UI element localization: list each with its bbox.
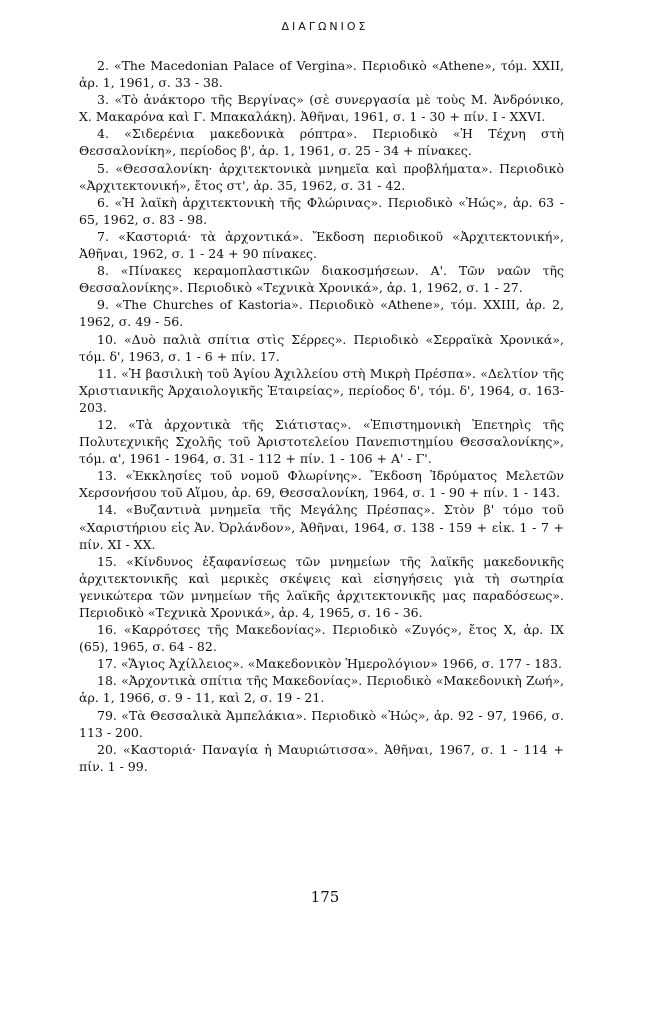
bibliography-entry: 17. «Ἅγιος Ἀχίλλειος». «Μακεδονικὸν Ἡμερολόγιον» 1966, σ. 177 - 183. (97, 656, 562, 672)
bibliography-entry: 14. «Βυζαντινὰ μνημεῖα τῆς Μεγάλης Πρέσπας». Στὸν β' τόμο τοῦ «Χαριστήριου εἰς Ἀν. Ὀρλάνδον», Ἀθῆναι, 1964, σ. 138 - 159 + εἰκ. 1 - 7 + πίν. XI - XX. (79, 502, 564, 552)
bibliography-entry: 16. «Καρρότσες τῆς Μακεδονίας». Περιοδικὸ «Ζυγός», ἔτος Χ, ἀρ. IX (65), 1965, σ. 64 - 82. (79, 622, 564, 655)
bibliography-entry: 20. «Καστοριά· Παναγία ἡ Μαυριώτισσα». Ἀθῆναι, 1967, σ. 1 - 114 + πίν. 1 - 99. (79, 741, 564, 774)
bibliography-entry: 11. «Ἡ βασιλικὴ τοῦ Ἁγίου Ἀχιλλείου στὴ Μικρὴ Πρέσπα». «Δελτίον τῆς Χριστιανικῆς Ἀρχαιολογικῆς Ἑταιρείας», περίοδος δ', τόμ. δ', 1964, σ. 163-203. (79, 365, 564, 415)
bibliography-entry: 10. «Δυὸ παλιὰ σπίτια στὶς Σέρρες». Περιοδικὸ «Σερραϊκὰ Χρονικά», τόμ. δ', 1963, σ. 1 - 6 + πίν. 17. (79, 331, 564, 364)
bibliography-entry: 2. «The Macedonian Palace of Vergina». Περιοδικὸ «Athene», τόμ. XXII, ἀρ. 1, 1961, σ. 33 - 38. (79, 58, 564, 91)
bibliography-entry: 12. «Τὰ ἀρχοντικὰ τῆς Σιάτιστας». «Ἐπιστημονικὴ Ἐπετηρὶς τῆς Πολυτεχνικῆς Σχολῆς τοῦ Ἀριστοτελείου Πανεπιστημίου Θεσσαλονίκης», τόμ. α', 1961 - 1964, σ. 31 - 112 + πίν. 1 - 106 + Α' - Γ'. (79, 416, 564, 467)
bibliography-entry: 7. «Καστοριά· τὰ ἀρχοντικά». Ἔκδοση περιοδικοῦ «Ἀρχιτεκτονική», Ἀθῆναι, 1962, σ. 1 - 24 + 90 πίνακες. (79, 228, 564, 262)
bibliography-list (79, 57, 564, 775)
bibliography-entry: 18. «Ἀρχοντικὰ σπίτια τῆς Μακεδονίας». Περιοδικὸ «Μακεδονικὴ Ζωή», ἀρ. 1, 1966, σ. 9 - 11, καὶ 2, σ. 19 - 21. (79, 673, 564, 706)
bibliography-entry: 6. «Ἡ λαϊκὴ ἀρχιτεκτονικὴ τῆς Φλώρινας». Περιοδικὸ «Ἠώς», ἀρ. 63 - 65, 1962, σ. 83 - 98. (79, 194, 564, 227)
bibliography-entry: 5. «Θεσσαλονίκη· ἀρχιτεκτονικὰ μνημεῖα καὶ προβλήματα». Περιοδικὸ «Ἀρχιτεκτονική», ἔτος στ', ἀρ. 35, 1962, σ. 31 - 42. (79, 160, 564, 193)
bibliography-entry: 15. «Κίνδυνος ἐξαφανίσεως τῶν μνημείων τῆς λαϊκῆς μακεδονικῆς ἀρχιτεκτονικῆς καὶ μερικὲς σκέψεις καὶ εἰσηγήσεις γιὰ τὴ σωτηρία γενικώτερα τῶν μνημείων τῆς λαϊκῆς ἀρχιτεκτονικῆς μας παραδόσεως». Περιοδικὸ «Τεχνικὰ Χρονικά», ἀρ. 4, 1965, σ. 16 - 36. (79, 553, 564, 620)
bibliography-entry: 8. «Πίνακες κεραμοπλαστικῶν διακοσμήσεων. Α'. Τῶν ναῶν τῆς Θεσσαλονίκης». Περιοδικὸ «Τεχνικὰ Χρονικά», ἀρ. 1, 1962, σ. 1 - 27. (79, 263, 564, 296)
bibliography-entry: 79. «Τὰ Θεσσαλικὰ Ἀμπελάκια». Περιοδικὸ «Ἠώς», ἀρ. 92 - 97, 1966, σ. 113 - 200. (79, 707, 564, 740)
page-number: 175 (310, 888, 340, 906)
bibliography-entry: 4. «Σιδερένια μακεδονικὰ ρόπτρα». Περιοδικὸ «Ἡ Τέχνη στὴ Θεσσαλονίκη», περίοδος β', ἀρ. 1, 1961, σ. 25 - 34 + πίνακες. (79, 126, 564, 159)
bibliography-entry: 9. «The Churches of Kastoria». Περιοδικὸ «Athene», τόμ. XXIII, ἀρ. 2, 1962, σ. 49 - 56. (79, 297, 564, 330)
bibliography-entry: 13. «Ἐκκλησίες τοῦ νομοῦ Φλωρίνης». Ἔκδοση Ἱδρύματος Μελετῶν Χερσονήσου τοῦ Αἵμου, ἀρ. 69, Θεσσαλονίκη, 1964, σ. 1 - 90 + πίν. 1 - 143. (79, 468, 564, 501)
running-head: ΔΙΑΓΩΝΙΟΣ (281, 20, 369, 33)
bibliography-entry: 3. «Τὸ ἀνάκτορο τῆς Βεργίνας» (σὲ συνεργασία μὲ τοὺς Μ. Ἀνδρόνικο, Χ. Μακαρόνα καὶ Γ. Μπακαλάκη). Ἀθῆναι, 1961, σ. 1 - 30 + πίν. I - XXVI. (79, 92, 564, 125)
